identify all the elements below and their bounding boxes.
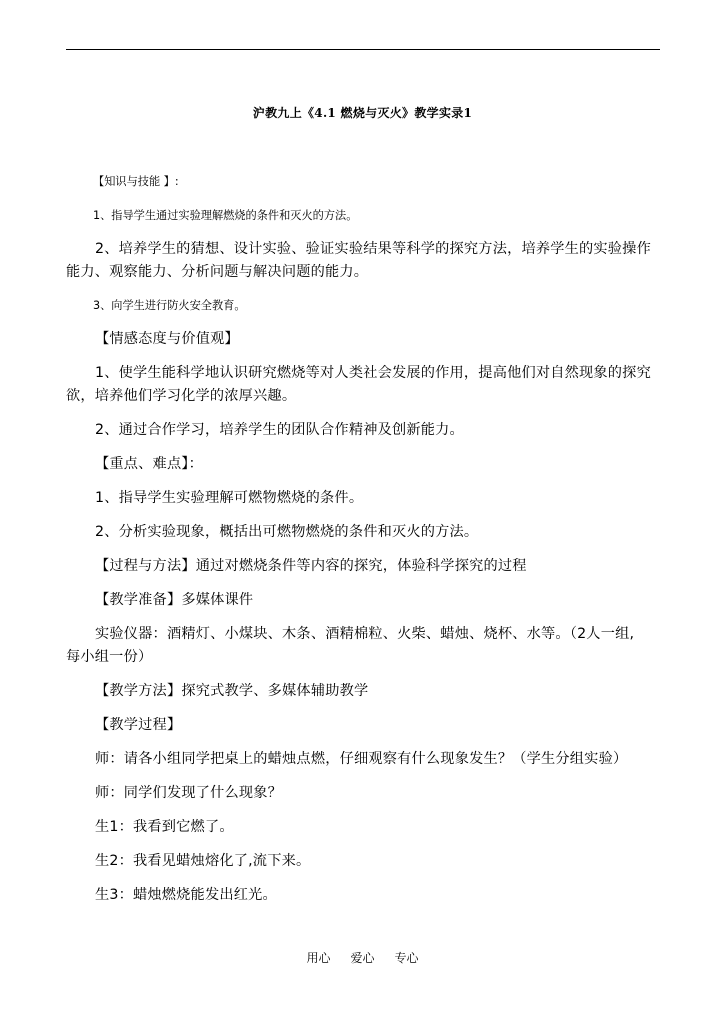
header-rule [66, 49, 660, 50]
paragraph: 1、指导学生实验理解可燃物燃烧的条件。 [95, 490, 364, 506]
section-process-method: 【过程与方法】通过对燃烧条件等内容的探究，体验科学探究的过程 [95, 558, 527, 574]
paragraph-continuation: 每小组一份） [66, 649, 153, 665]
section-teaching-method: 【教学方法】探究式教学、多媒体辅助教学 [95, 683, 369, 699]
dialogue-line: 师：请各小组同学把桌上的蜡烛点燃，仔细观察有什么现象发生？（学生分组实验） [95, 751, 628, 767]
section-heading-attitude: 【情感态度与价值观】 [95, 331, 239, 347]
paragraph: 3、向学生进行防火安全教育。 [93, 299, 246, 312]
paragraph: 1、指导学生通过实验理解燃烧的条件和灭火的方法。 [93, 209, 358, 222]
footer-item: 专心 [394, 951, 419, 965]
section-teaching-preparation: 【教学准备】多媒体课件 [95, 592, 254, 608]
paragraph: 2、分析实验现象，概括出可燃物燃烧的条件和灭火的方法。 [95, 524, 479, 540]
page-footer [0, 949, 725, 967]
paragraph: 2、培养学生的猜想、设计实验、验证实验结果等科学的探究方法，培养学生的实验操作 [95, 241, 651, 257]
dialogue-line: 生1：我看到它燃了。 [95, 819, 234, 835]
paragraph: 1、使学生能科学地认识研究燃烧等对人类社会发展的作用，提高他们对自然现象的探究 [95, 365, 651, 381]
paragraph: 2、通过合作学习，培养学生的团队合作精神及创新能力。 [95, 422, 464, 438]
dialogue-line: 师：同学们发现了什么现象？ [95, 785, 283, 801]
dialogue-line: 生2：我看见蜡烛熔化了,流下来。 [95, 853, 311, 869]
section-heading-teaching-process: 【教学过程】 [95, 717, 182, 733]
footer-item: 用心 [306, 951, 331, 965]
paragraph-continuation: 欲，培养他们学习化学的浓厚兴趣。 [66, 388, 297, 404]
footer-item: 爱心 [350, 951, 375, 965]
section-heading-knowledge: 【知识与技能 】: [93, 175, 179, 188]
paragraph: 实验仪器：酒精灯、小煤块、木条、酒精棉粒、火柴、蜡烛、烧杯、水等。（2人一组, [95, 626, 635, 642]
section-heading-key-points: 【重点、难点】： [95, 456, 204, 472]
dialogue-line: 生3：蜡烛燃烧能发出红光。 [95, 887, 277, 903]
paragraph-continuation: 能力、观察能力、分析问题与解决问题的能力。 [66, 264, 369, 280]
document-title: 沪教九上《4.1 燃烧与灭火》教学实录1 [252, 106, 473, 120]
